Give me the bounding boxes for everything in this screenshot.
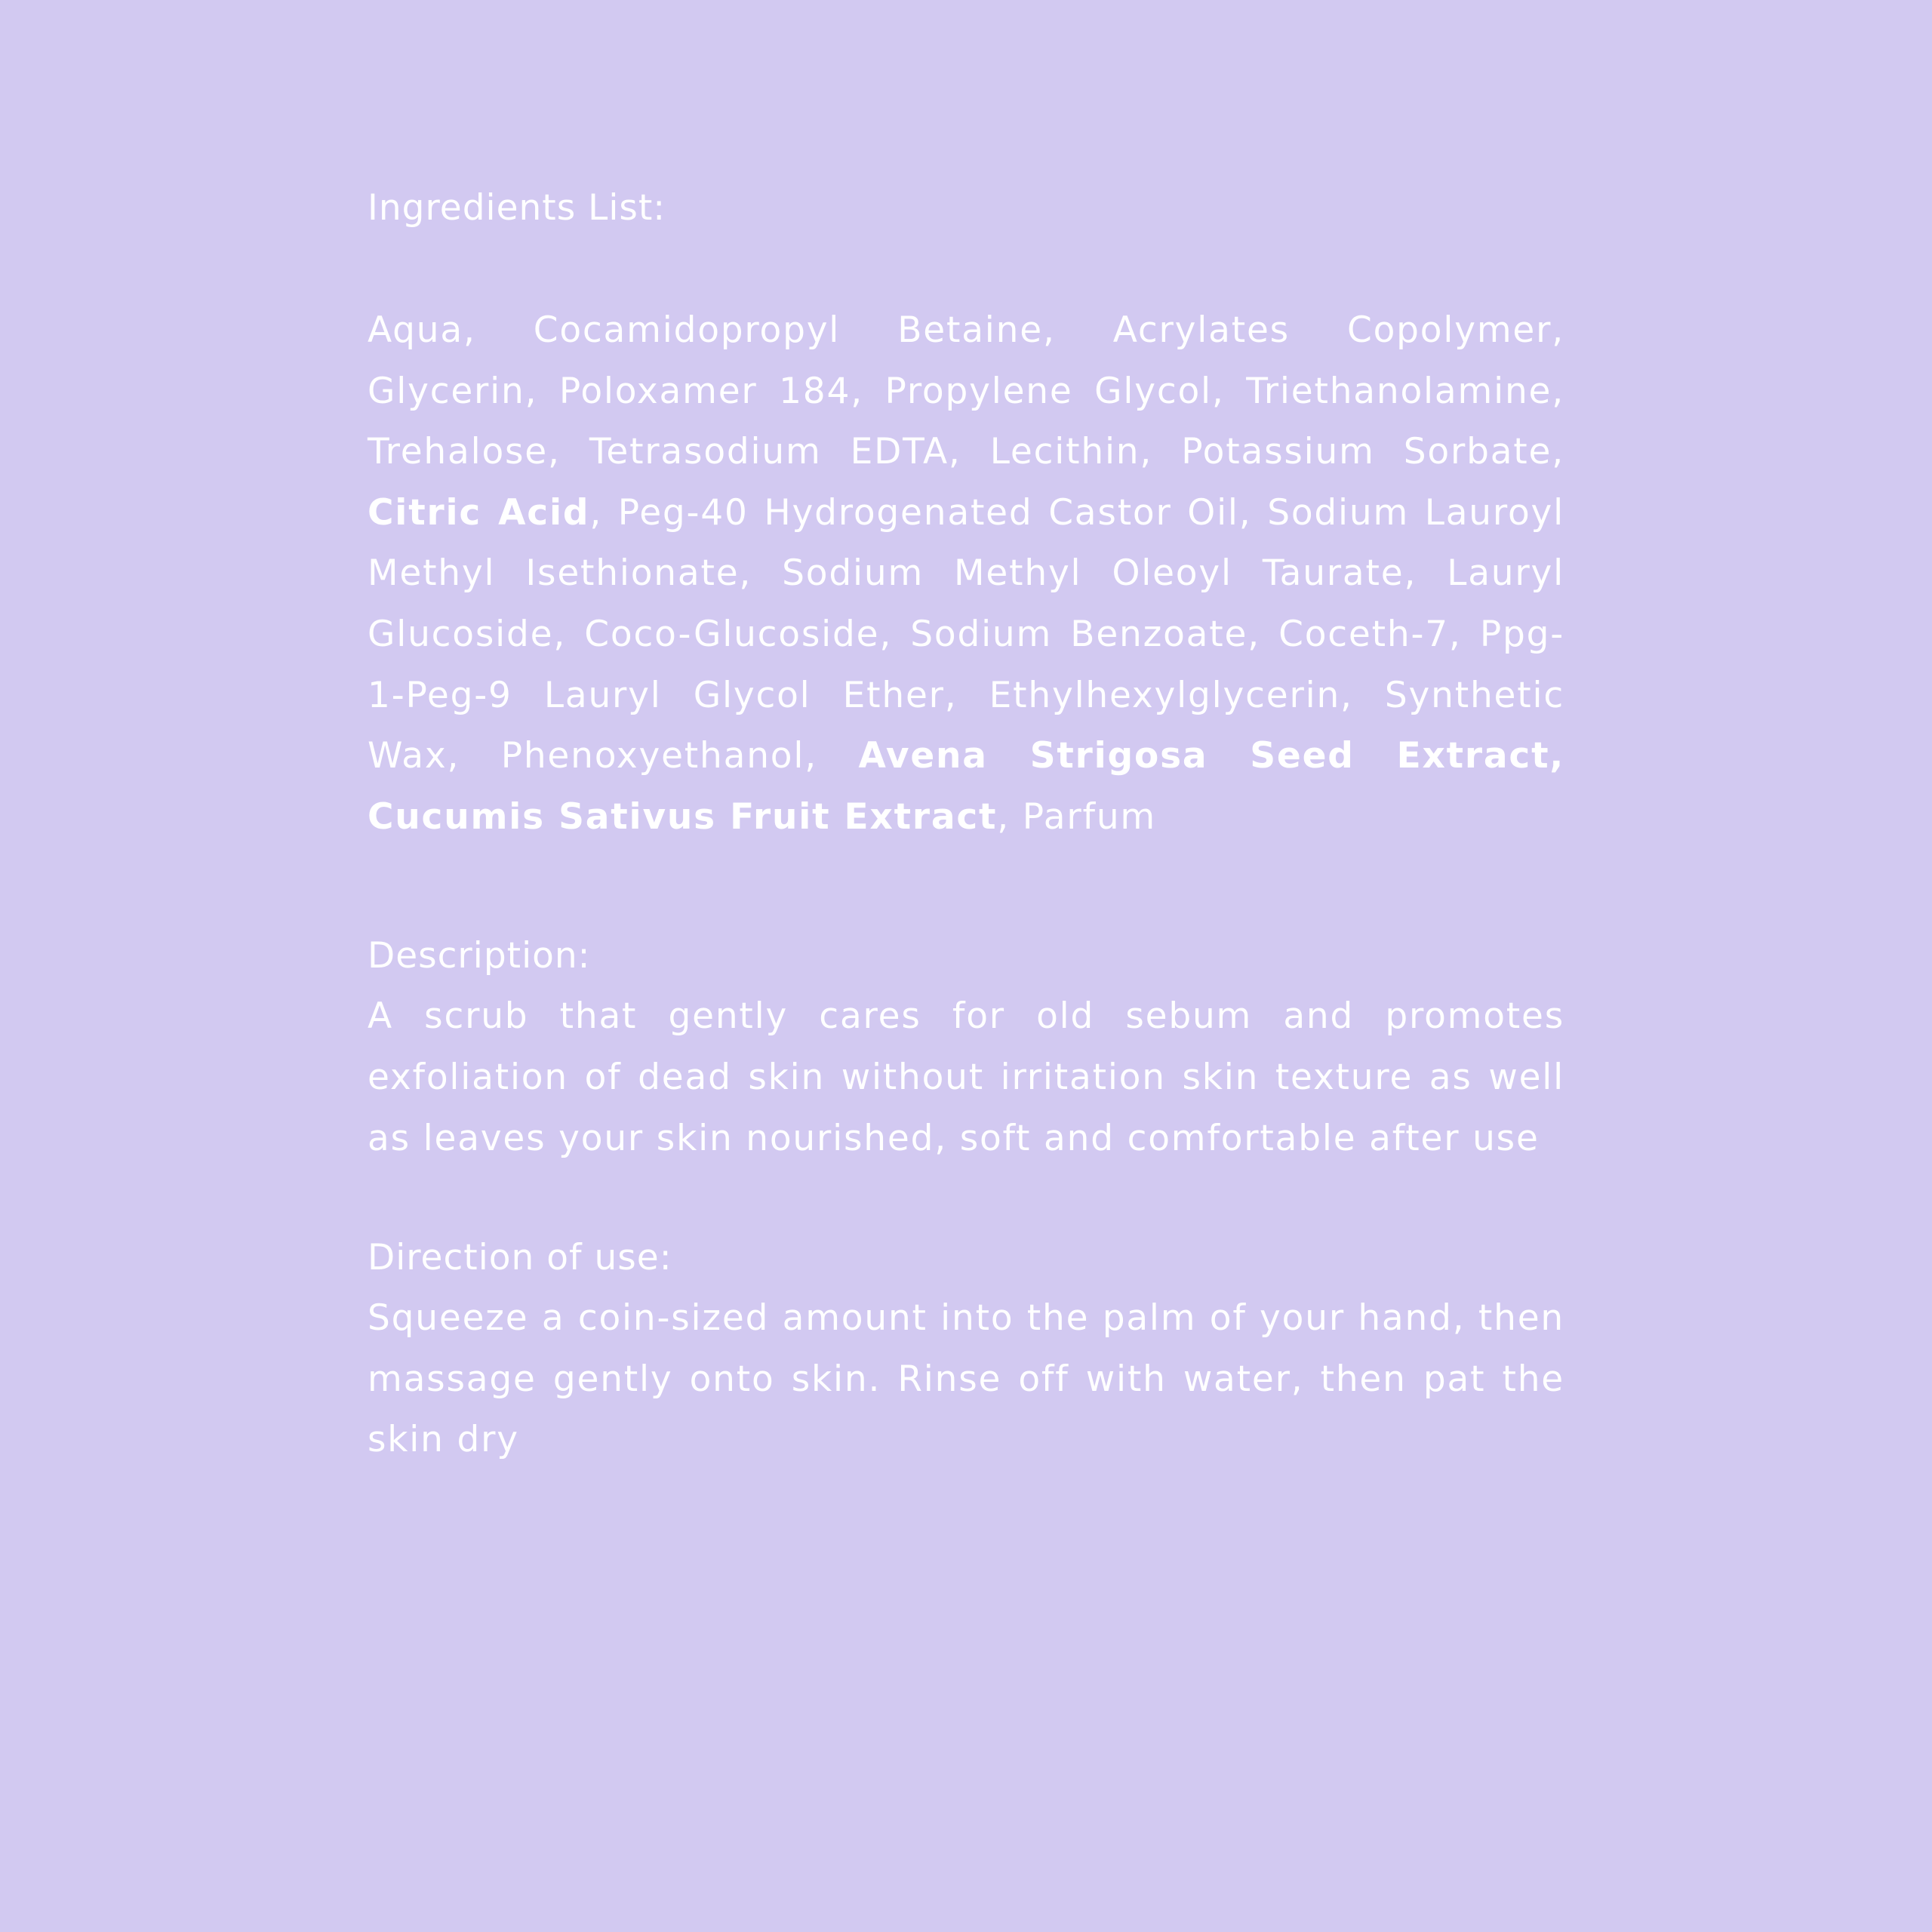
- ingredients-highlight: Avena Strigosa Seed Extract, Cucumis Sativus Fruit Extract: [368, 735, 1564, 838]
- direction-heading: Direction of use:: [368, 1237, 672, 1279]
- spacer: [368, 238, 1564, 300]
- direction-body: Squeeze a coin-sized amount into the palm of your hand, then massage gently onto skin. Rinse off with water, then pat the skin dry: [368, 1297, 1564, 1461]
- ingredients-list: [368, 300, 1564, 848]
- ingredients-highlight: Citric Acid: [368, 491, 590, 534]
- product-info: [368, 178, 1564, 1471]
- ingredients-text: , Peg-40 Hydrogenated Castor Oil, Sodium Lauroyl Methyl Isethionate, Sodium Methyl Oleoyl Taurate, Lauryl Glucoside, Coco-Glucoside, Sodium Benzoate, Coceth-7, Ppg-1-Peg-9 Lauryl Glycol Ether, Ethylhexylglycerin, Synthetic Wax, Phenoxyethanol,: [368, 491, 1565, 777]
- spacer: [368, 848, 1564, 926]
- ingredients-heading: Ingredients List:: [368, 187, 666, 229]
- ingredients-text: Aqua, Cocamidopropyl Betaine, Acrylates Copolymer, Glycerin, Poloxamer 184, Propylene Glycol, Triethanolamine, Trehalose, Tetrasodium EDTA, Lecithin, Potassium Sorbate,: [368, 309, 1564, 473]
- spacer: [368, 1169, 1564, 1228]
- description-heading: Description:: [368, 935, 591, 977]
- ingredients-text: , Parfum: [997, 795, 1157, 838]
- description-body: A scrub that gently cares for old sebum and promotes exfoliation of dead skin without irritation skin texture as well as leaves your skin nourished, soft and comfortable after use: [368, 995, 1564, 1159]
